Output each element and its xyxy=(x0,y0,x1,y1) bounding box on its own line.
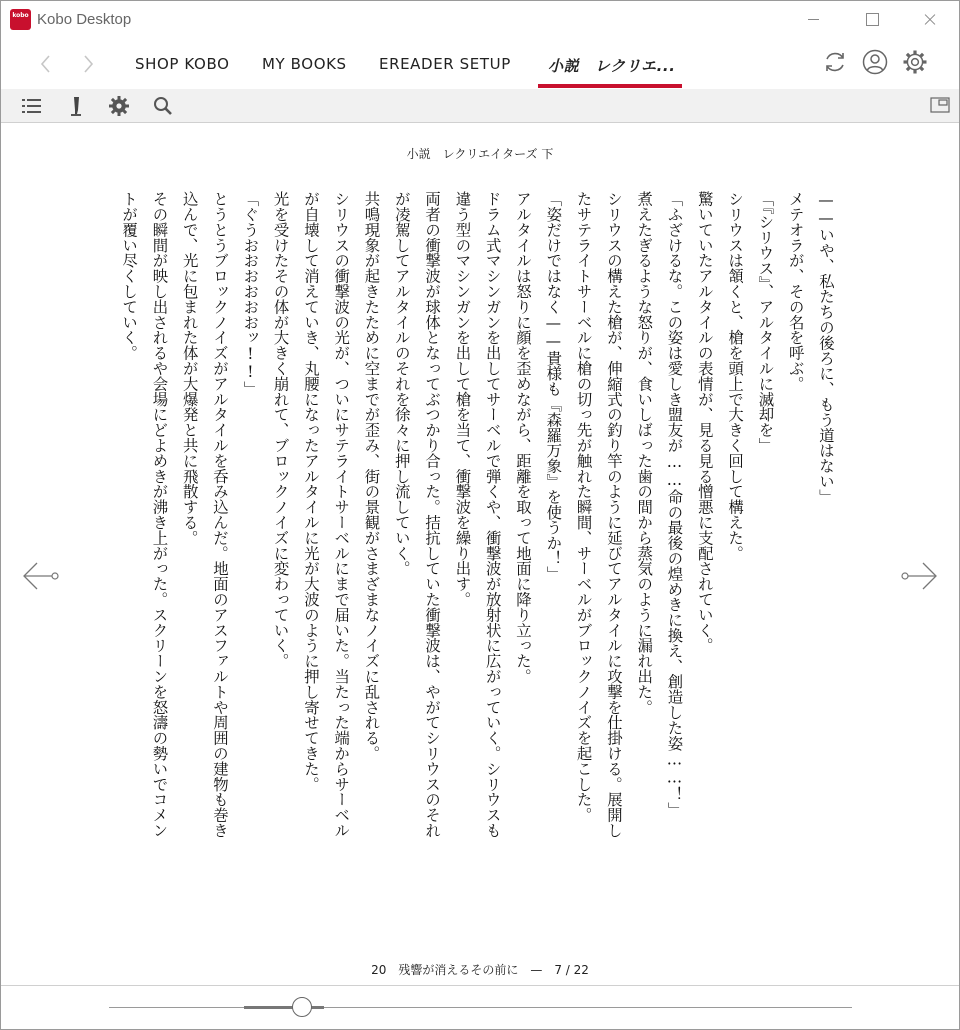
text-column: とうとうブロックノイズがアルタイルを呑み込んだ。地面のアスファルトや周囲の建物も巻き xyxy=(211,191,229,838)
chevron-right-icon xyxy=(78,53,98,75)
text-column: 煮えたぎるような怒りが、食いしばった歯の間から蒸気のように漏れ出た。 xyxy=(635,191,654,715)
text-column: 「『シリウス』、アルタイルに滅却を」 xyxy=(756,191,775,453)
title-bar xyxy=(1,1,959,39)
progress-slider-thumb[interactable] xyxy=(292,997,312,1017)
text-column: たサテライトサーベルに槍の切っ先が触れた瞬間、サーベルがブロックノイズを起こした。 xyxy=(574,191,593,823)
search-button[interactable] xyxy=(152,95,174,117)
account-button[interactable] xyxy=(862,49,888,75)
forward-button[interactable] xyxy=(78,53,98,75)
text-column: 違う型のマシンガンを出して槍を当て、衝撃波を繰り出す。 xyxy=(453,191,472,607)
text-column: 込んで、光に包まれた体が大爆発と共に飛散する。 xyxy=(180,191,199,546)
reader-toolbar xyxy=(1,89,959,123)
progress-fill xyxy=(244,1006,324,1009)
main-nav xyxy=(1,39,959,89)
running-header: 小説 レクリエイターズ 下 xyxy=(406,147,554,161)
text-column: シリウスの衝撃波の光が、ついにサテライトサーベルにまで届いた。当たった端からサーベル xyxy=(332,191,351,838)
account-icon xyxy=(862,49,888,75)
text-column: 「ふざけるな。この姿は愛しき盟友が……命の最後の煌めきに換え、創造した姿……！」 xyxy=(665,191,684,818)
chapter-page-indicator: 20 残響が消えるその前に — 7 / 22 xyxy=(371,963,589,977)
previous-page-button[interactable] xyxy=(21,561,61,591)
text-column: トが覆い尽くしていく。 xyxy=(120,191,139,361)
progress-bar-area xyxy=(1,985,959,1029)
layout-toggle-button[interactable] xyxy=(930,97,950,113)
maximize-button[interactable] xyxy=(843,1,901,39)
next-page-button[interactable] xyxy=(899,561,939,591)
sync-icon xyxy=(822,49,848,75)
search-icon xyxy=(152,95,174,117)
annotations-button[interactable] xyxy=(65,95,87,117)
arrow-left-icon xyxy=(21,561,61,591)
app-title: Kobo Desktop xyxy=(37,11,132,28)
sync-button[interactable] xyxy=(822,49,848,75)
arrow-right-icon xyxy=(899,561,939,591)
text-column: 共鳴現象が起きたために空までが歪み、街の景観がさまざまなノイズに乱される。 xyxy=(362,191,381,761)
vertical-text-block xyxy=(101,191,841,931)
gear-icon xyxy=(902,49,928,75)
table-of-contents-button[interactable] xyxy=(21,95,43,117)
reading-page xyxy=(1,123,959,985)
chevron-left-icon xyxy=(36,53,56,75)
text-column: メテオラが、その名を呼ぶ。 xyxy=(786,191,805,392)
text-column: シリウスの構えた槍が、伸縮式の釣り竿のように延びてアルタイルに攻撃を仕掛ける。展開し xyxy=(604,191,623,838)
text-column: 「姿だけではなく——貴様も『森羅万象』を使うか！」 xyxy=(544,191,563,582)
text-column: その瞬間が映し出されるや会場にどよめきが沸き上がった。スクリーンを怒濤の勢いでコメン xyxy=(150,191,169,838)
list-icon xyxy=(21,95,43,117)
text-column: アルタイルは怒りに顔を歪めながら、距離を取って地面に降り立った。 xyxy=(514,191,532,684)
minimize-button[interactable] xyxy=(785,1,843,39)
tab-shop-kobo[interactable]: SHOP KOBO xyxy=(135,55,230,73)
text-column: ドラム式マシンガンを出してサーベルで弾くや、衝撃波が放射状に広がっていく。シリウスも xyxy=(483,191,502,838)
settings-button[interactable] xyxy=(902,49,928,75)
text-column: が自壊して消えていき、丸腰になったアルタイルに光が大波のように押し寄せてきた。 xyxy=(301,191,320,792)
text-column: 両者の衝撃波が球体となってぶつかり合った。拮抗していた衝撃波は、やがてシリウスのそれ xyxy=(423,191,442,838)
tab-current-book[interactable]: 小説 レクリエ... xyxy=(548,57,676,75)
gear-icon xyxy=(108,95,130,117)
text-column: ——いや、私たちの後ろに、もう道はない」 xyxy=(817,191,835,505)
text-column: 「ぐうおおおおおおッ!!」 xyxy=(241,191,260,397)
active-tab-indicator xyxy=(538,84,682,88)
close-button[interactable] xyxy=(901,1,959,39)
highlighter-icon xyxy=(65,95,87,117)
kobo-logo: kobo xyxy=(10,9,31,30)
reading-settings-button[interactable] xyxy=(108,95,130,117)
progress-slider[interactable] xyxy=(109,1007,852,1008)
layout-icon xyxy=(930,97,950,113)
tab-my-books[interactable]: MY BOOKS xyxy=(262,55,347,73)
tab-ereader-setup[interactable]: EREADER SETUP xyxy=(379,55,511,73)
text-column: シリウスは頷くと、槍を頭上で大きく回して構えた。 xyxy=(726,191,745,561)
text-column: 光を受けたその体が大きく崩れて、ブロックノイズに変わっていく。 xyxy=(271,191,290,669)
text-column: が凌駕してアルタイルのそれを徐々に押し流していく。 xyxy=(392,191,411,576)
text-column: 驚いていたアルタイルの表情が、見る見る憎悪に支配されていく。 xyxy=(695,191,714,653)
back-button[interactable] xyxy=(36,53,56,75)
